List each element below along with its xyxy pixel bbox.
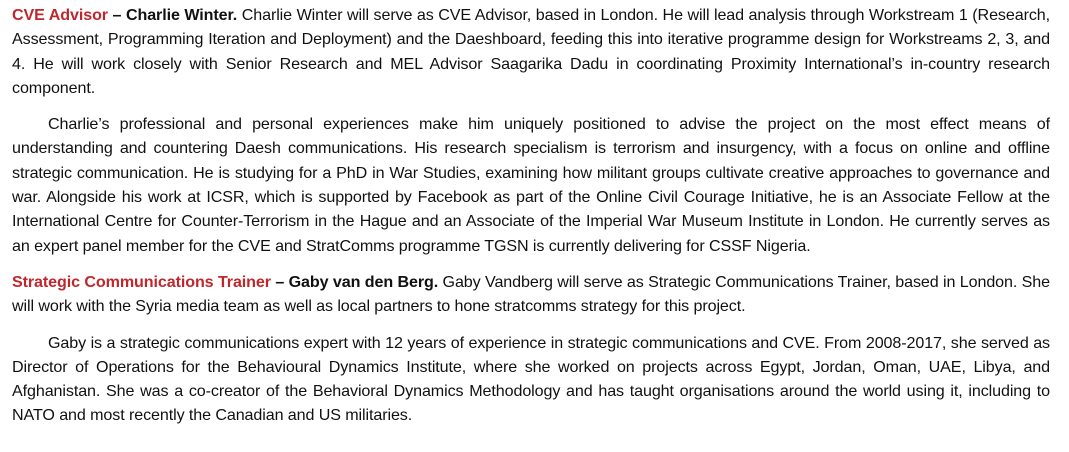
cve-advisor-intro-paragraph [12, 3, 1050, 100]
strategic-communications-trainer-intro-text: Gaby Vandberg will serve as Strategic Communications Trainer, based in London. She will work with the Syria media team as well as local partners to hone stratcomms strategy for this project. [12, 272, 1050, 316]
person-name-gaby-van-den-berg: Gaby van den Berg. [288, 272, 439, 291]
role-heading-cve-advisor: CVE Advisor [12, 6, 108, 24]
separator-dash: – [270, 272, 289, 291]
role-heading-strategic-communications-trainer: Strategic Communications Trainer [12, 272, 271, 291]
charlie-winter-bio-paragraph: Charlie’s professional and personal experiences make him uniquely positioned to advise the project on the most effect means of understanding and countering Daesh communications. His research specialism is terrorism and insurgency, with a focus on online and offline strategic communication. He is studying for a PhD in War Studies, examining how militant groups cultivate creative approaches to governance and war. Alongside his work at ICSR, which is supported by Facebook as part of the Online Civil Courage Initiative, he is an Associate Fellow at the International Centre for Counter-Terrorism in the Hague and an Associate of the Imperial War Museum Institute in London. He currently serves as an expert panel member for the CVE and StratComms programme TGSN is currently delivering for CSSF Nigeria. [12, 115, 1050, 255]
cve-advisor-intro-text: Charlie Winter will serve as CVE Advisor, based in London. He will lead analysis through Workstream 1 (Research, Assessment, Programming Iteration and Deployment) and the Daeshboard, feeding this into iterative programme design for Workstreams 2, 3, and 4. He will work closely with Senior Research and MEL Advisor Saagarika Dadu in coordinating Proximity International’s in-country research component. [12, 6, 1051, 97]
person-name-charlie-winter: Charlie Winter. [125, 6, 238, 24]
gaby-van-den-berg-bio-paragraph: Gaby is a strategic communications expert with 12 years of experience in strategic communications and CVE. From 2008-2017, she served as Director of Operations for the Behavioural Dynamics Institute, where she worked on projects across Egypt, Jordan, Oman, UAE, Libya, and Afghanistan. She was a co-creator of the Behavioral Dynamics Methodology and has taught organisations around the world using it, including to NATO and most recently the Canadian and US militaries. [12, 333, 1050, 425]
separator-dash: – [107, 6, 126, 24]
strategic-communications-trainer-intro-paragraph [12, 270, 1050, 319]
